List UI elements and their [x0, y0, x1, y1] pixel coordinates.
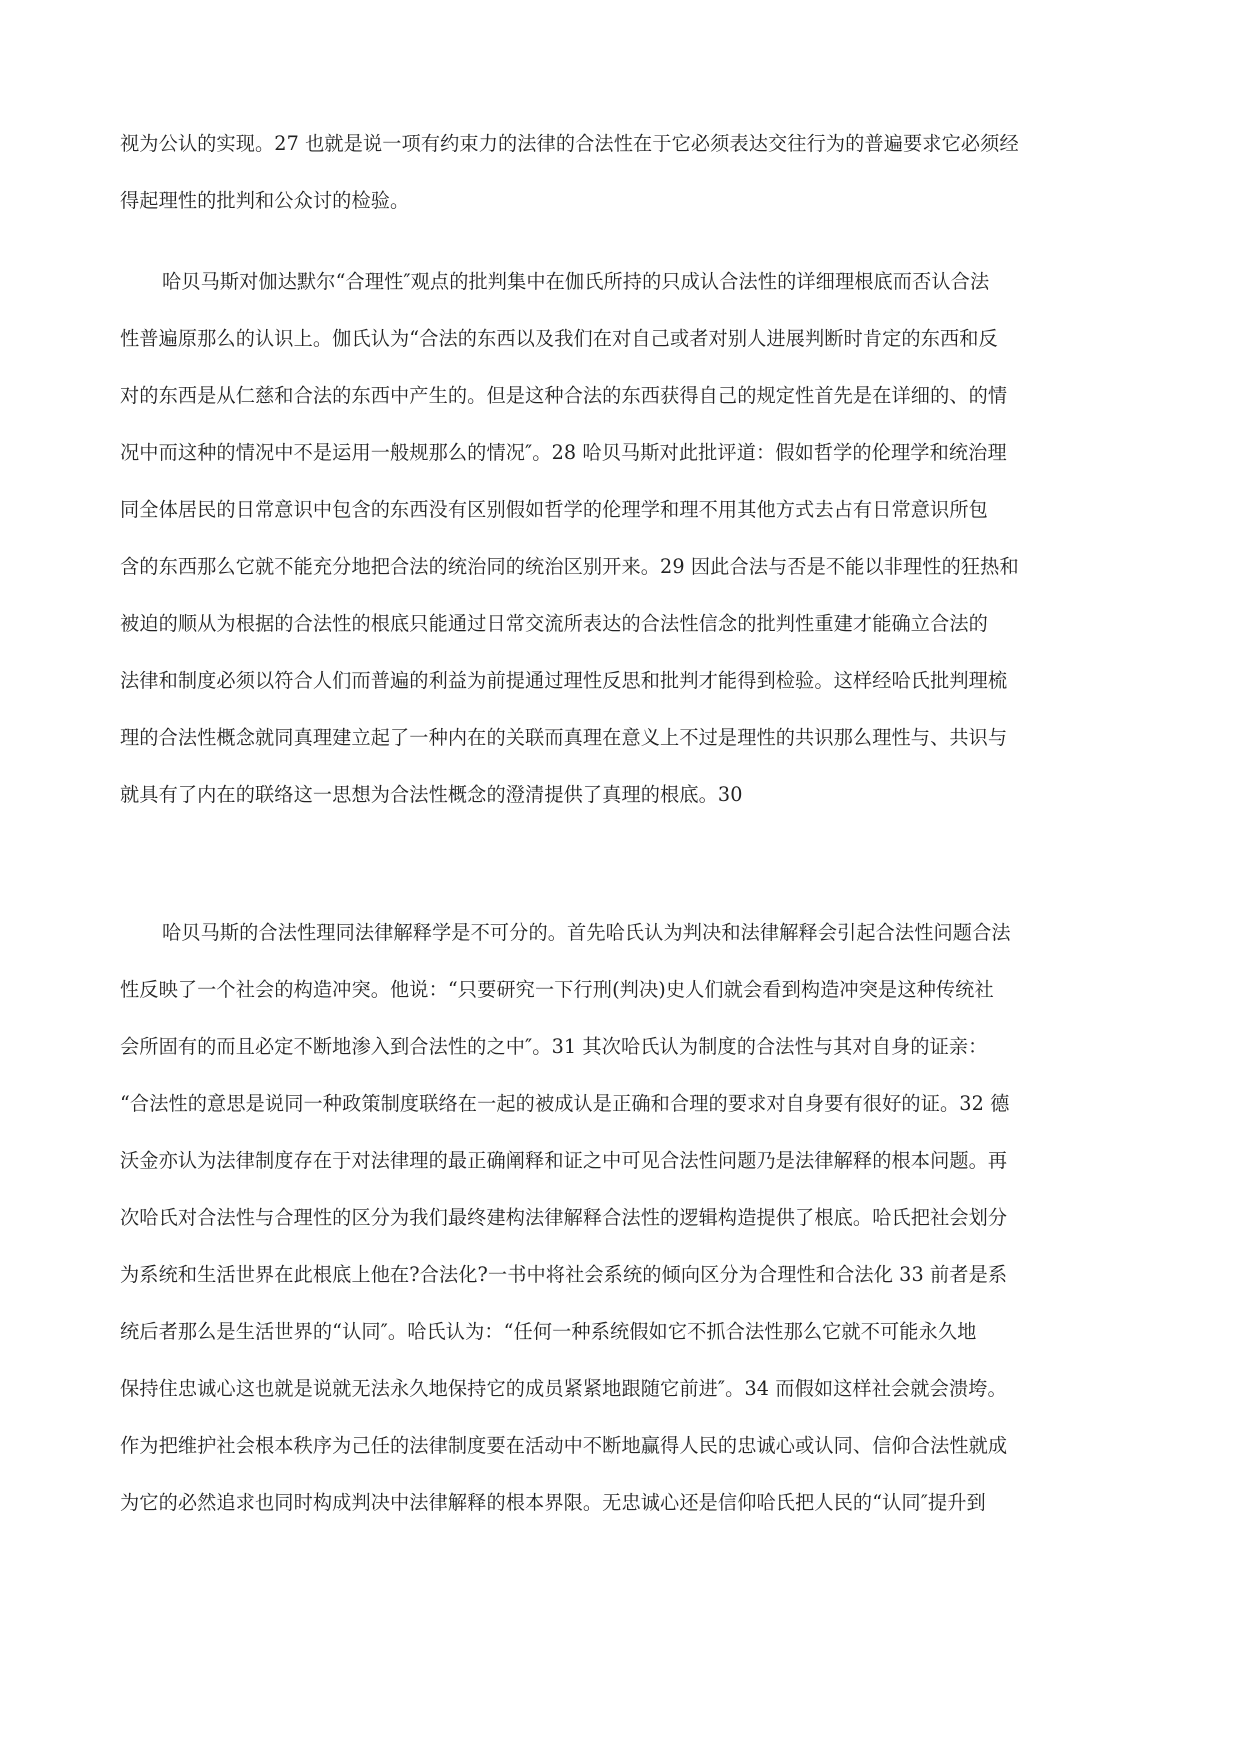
text-line: 被迫的顺从为根据的合法性的根底只能通过日常交流所表达的合法性信念的批判性重建才能确立合法的	[120, 612, 988, 635]
text-line: 保持住忠诚心这也就是说就无法永久地保持它的成员紧紧地跟随它前进″。34 而假如这样社会就会溃垮。	[120, 1377, 1007, 1400]
text-line: 况中而这种的情况中不是运用一般规那么的情况″。28 哈贝马斯对此批评道：假如哲学的伦理学和统治理	[120, 441, 1007, 464]
text-line: 性普遍原那么的认识上。伽氏认为“合法的东西以及我们在对自己或者对别人进展判断时肯定的东西和反	[120, 327, 998, 350]
text-line: 次哈氏对合法性与合理性的区分为我们最终建构法律解释合法性的逻辑构造提供了根底。哈氏把社会划分	[120, 1206, 1008, 1229]
text-line: 会所固有的而且必定不断地渗入到合法性的之中″。31 其次哈氏认为制度的合法性与其对自身的证亲：	[120, 1035, 988, 1058]
text-line: 沃金亦认为法律制度存在于对法律理的最正确阐释和证之中可见合法性问题乃是法律解释的根本问题。再	[120, 1149, 1008, 1172]
text-line: “合法性的意思是说同一种政策制度联络在一起的被成认是正确和合理的要求对自身要有很好的证。32 德	[120, 1092, 1010, 1115]
text-line: 为它的必然追求也同时构成判决中法律解释的根本界限。无忠诚心还是信仰哈氏把人民的“认同″提升到	[120, 1491, 986, 1514]
text-line: 理的合法性概念就同真理建立起了一种内在的关联而真理在意义上不过是理性的共识那么理性与、共识与	[120, 726, 1008, 749]
text-line: 法律和制度必须以符合人们而普遍的利益为前提通过理性反思和批判才能得到检验。这样经哈氏批判理梳	[120, 669, 1008, 692]
text-line: 视为公认的实现。27 也就是说一项有约束力的法律的合法性在于它必须表达交往行为的普遍要求它必须经	[120, 132, 1019, 155]
text-line: 性反映了一个社会的构造冲突。他说：“只要研究一下行刑(判决)史人们就会看到构造冲突是这种传统社	[120, 978, 994, 1001]
text-line: 作为把维护社会根本秩序为己任的法律制度要在活动中不断地赢得人民的忠诚心或认同、信仰合法性就成	[120, 1434, 1008, 1457]
text-line: 统后者那么是生活世界的“认同″。哈氏认为：“任何一种系统假如它不抓合法性那么它就不可能永久地	[120, 1320, 977, 1343]
text-line: 为系统和生活世界在此根底上他在?合法化?一书中将社会系统的倾向区分为合理性和合法化 33 前者是系	[120, 1263, 1008, 1286]
text-line: 哈贝马斯对伽达默尔“合理性″观点的批判集中在伽氏所持的只成认合法性的详细理根底而否认合法	[162, 270, 990, 293]
text-line: 就具有了内在的联络这一思想为合法性概念的澄清提供了真理的根底。30	[120, 783, 743, 806]
text-line: 同全体居民的日常意识中包含的东西没有区别假如哲学的伦理学和理不用其他方式去占有日常意识所包	[120, 498, 988, 521]
text-line: 得起理性的批判和公众讨的检验。	[120, 189, 410, 212]
text-line: 对的东西是从仁慈和合法的东西中产生的。但是这种合法的东西获得自己的规定性首先是在详细的、的情	[120, 384, 1008, 407]
text-line: 含的东西那么它就不能充分地把合法的统治同的统治区别开来。29 因此合法与否是不能以非理性的狂热和	[120, 555, 1019, 578]
text-line: 哈贝马斯的合法性理同法律解释学是不可分的。首先哈氏认为判决和法律解释会引起合法性问题合法	[162, 921, 1011, 944]
